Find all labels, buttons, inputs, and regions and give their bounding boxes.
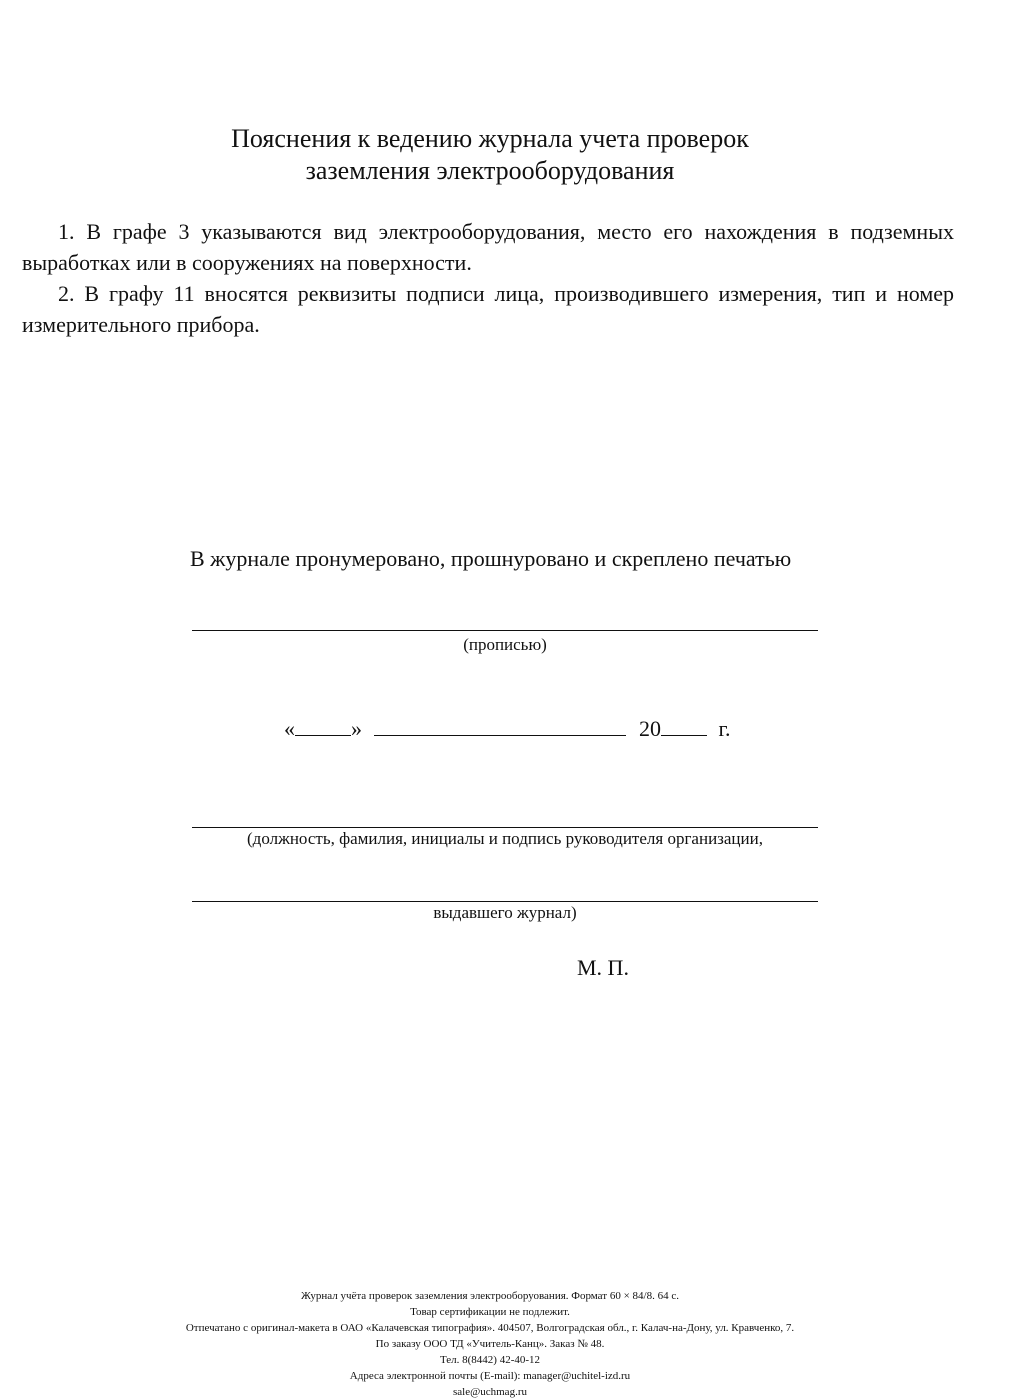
date-close-quote: »	[351, 716, 362, 741]
explanation-item-2: 2. В графу 11 вносятся реквизиты подписи лица, производившего измерения, тип и номер измерительного прибора.	[22, 281, 954, 337]
caption-signature-line-1: (должность, фамилия, инициалы и подпись руководителя организации,	[247, 829, 763, 848]
year-suffix: г.	[718, 716, 731, 741]
footer-line: Адреса электронной почты (E-mail): manager@uchitel-izd.ru	[349, 1370, 631, 1382]
signature-blank-line-1	[192, 827, 818, 828]
certification-statement: В журнале пронумеровано, прошнуровано и скреплено печатью	[190, 546, 792, 571]
footer-line: Тел. 8(8442) 42-40-12	[439, 1354, 541, 1366]
footer-line: Отпечатано с оригинал-макета в ОАО «Калачевская типография». 404507, Волгоградская обл., г. Калач-на-Дону, ул. Кравченко, 7.	[185, 1322, 795, 1334]
caption-in-words: (прописью)	[463, 635, 547, 654]
page-title-line-2: заземления электрооборудования	[305, 156, 675, 185]
page-title-line-1: Пояснения к ведению журнала учета проверок	[231, 124, 749, 153]
footer-line: Журнал учёта проверок заземления электрооборуования. Формат 60 × 84/8. 64 с.	[301, 1290, 679, 1302]
stamp-place-label: М. П.	[577, 955, 629, 980]
year-blank	[661, 717, 707, 736]
footer-line: По заказу ООО ТД «Учитель-Канц». Заказ № 48.	[375, 1338, 605, 1350]
page-count-blank-line	[192, 630, 818, 631]
year-prefix: 20	[639, 716, 661, 741]
caption-signature-line-2: выдавшего журнал)	[433, 903, 577, 922]
signature-blank-line-2	[192, 901, 818, 902]
footer-line: sale@uchmag.ru	[453, 1386, 527, 1398]
publisher-footer	[0, 1288, 980, 1400]
footer-line: Товар сертификации не подлежит.	[410, 1306, 570, 1318]
explanation-item-1: 1. В графе 3 указываются вид электрооборудования, место его нахождения в подземных выработках или в сооружениях на поверхности.	[22, 219, 954, 275]
month-blank	[374, 717, 626, 736]
date-row	[284, 716, 731, 742]
date-open-quote: «	[284, 716, 295, 741]
day-blank	[295, 717, 351, 736]
